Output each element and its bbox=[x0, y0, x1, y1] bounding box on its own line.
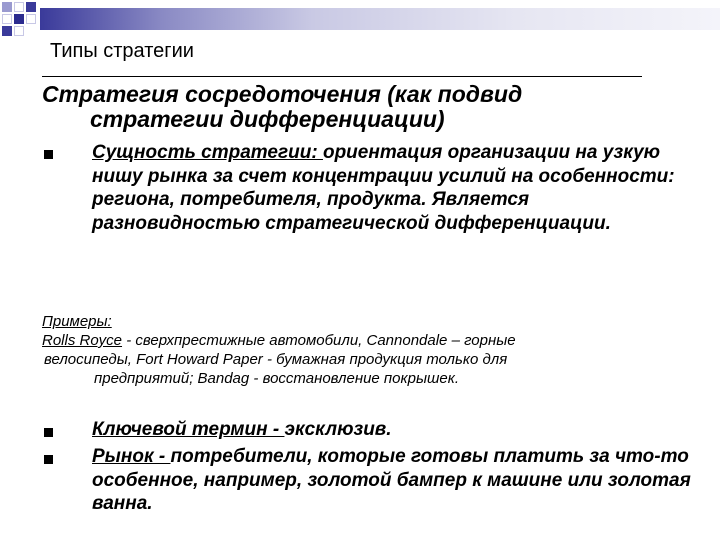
bullet-market-text: потребители, которые готовы платить за что-то особенное, например, золотой бампер к машине или золотая ванна. bbox=[92, 446, 691, 514]
bullet-essence-term: Сущность стратегии: bbox=[92, 142, 323, 163]
section-heading bbox=[42, 82, 682, 132]
bullet-square-icon bbox=[44, 428, 53, 437]
examples-line-1 bbox=[42, 331, 682, 350]
deco-square bbox=[14, 2, 24, 12]
deco-square bbox=[14, 14, 24, 24]
bullet-essence-text: ориентация организации на узкую нишу рынка за счет концентрации усилий на особенности: региона, потребителя, продукта. Является разновидностью стратегической дифференциации. bbox=[92, 142, 675, 234]
examples-line-2: велосипеды, Fort Howard Paper - бумажная продукция только для bbox=[44, 351, 508, 368]
deco-square bbox=[14, 26, 24, 36]
examples-line-3: предприятий; Bandag - восстановление покрышек. bbox=[94, 370, 460, 387]
bullet-square-icon bbox=[44, 150, 53, 159]
deco-square bbox=[2, 2, 12, 12]
examples-label: Примеры: bbox=[42, 313, 112, 330]
bullet-market bbox=[92, 445, 692, 516]
deco-square bbox=[26, 2, 36, 12]
bullet-square-icon bbox=[44, 455, 53, 464]
bullet-key-term-text: эксклюзив. bbox=[284, 419, 392, 440]
decorative-header bbox=[0, 0, 720, 36]
bullet-market-term: Рынок - bbox=[92, 446, 171, 467]
bullet-key-term bbox=[92, 418, 692, 442]
slide-title: Типы стратегии bbox=[50, 40, 194, 62]
examples-line-1-rest: - сверхпрестижные автомобили, Cannondale – горные bbox=[122, 332, 516, 349]
heading-line-2: стратегии дифференциации) bbox=[90, 106, 445, 132]
deco-square bbox=[26, 14, 36, 24]
deco-square bbox=[2, 26, 12, 36]
examples-block bbox=[42, 312, 682, 388]
deco-square bbox=[2, 14, 12, 24]
heading-line-1: Стратегия сосредоточения (как подвид bbox=[42, 81, 523, 107]
bullet-essence bbox=[92, 141, 692, 235]
bullet-key-term-label: Ключевой термин - bbox=[92, 419, 285, 440]
example-brand-rolls-royce: Rolls Royce bbox=[42, 332, 123, 349]
header-gradient-band bbox=[40, 8, 720, 30]
title-divider bbox=[42, 76, 642, 77]
